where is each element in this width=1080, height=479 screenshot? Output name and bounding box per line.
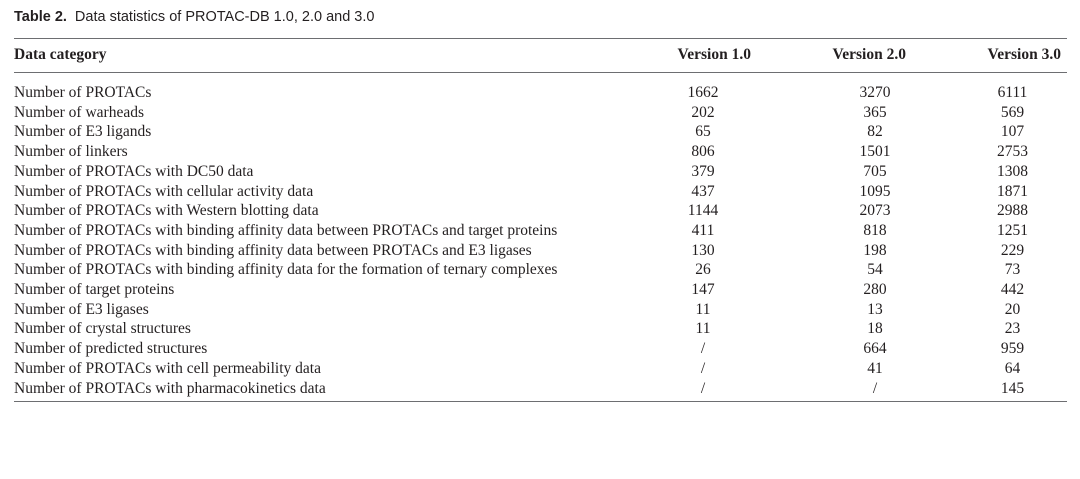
row-version-1-value: 1662 [687,84,719,101]
table-row [14,280,1067,300]
row-version-3-value: 23 [1004,320,1021,338]
row-version-2-value: 280 [863,281,887,299]
row-version-1-value: / [700,340,706,358]
row-version-1-value: 379 [691,162,715,180]
table-row [14,339,1067,359]
table-row [14,300,1067,320]
header-version-3: Version 3.0 [987,46,1061,63]
row-category: Number of PROTACs with binding affinity data between PROTACs and target proteins [14,221,558,239]
row-version-2-value: / [872,379,878,397]
row-version-1-value: / [700,359,706,377]
row-version-3-value: 20 [1004,300,1021,318]
row-version-3-value: 2753 [997,143,1028,161]
row-version-2-value: 365 [863,103,887,121]
row-version-1-value: 437 [691,182,715,200]
header-version-2: Version 2.0 [832,46,906,63]
row-version-3-value: 959 [1000,340,1025,358]
table-row [14,201,1067,221]
row-version-2-value: 18 [867,320,883,338]
row-version-3-value: 6111 [997,84,1028,101]
table-row [14,73,1067,103]
row-version-3-value: 229 [1000,241,1025,259]
data-statistics-table [14,39,1067,72]
row-version-3-value: 1251 [997,221,1028,239]
table-row [14,379,1067,402]
row-category: Number of PROTACs with Western blotting data [14,202,319,220]
table-caption-title: Data statistics of PROTAC-DB 1.0, 2.0 and 3.0 [74,9,375,25]
row-version-2-value: 705 [863,162,887,180]
row-version-1-value: 11 [695,320,711,338]
row-category: Number of linkers [14,143,128,161]
row-category: Number of crystal structures [14,320,191,338]
row-version-2-value: 82 [867,123,883,141]
row-category: Number of PROTACs with binding affinity data for the formation of ternary complexes [14,261,558,279]
row-version-3-value: 107 [1000,123,1025,141]
table-header [14,39,1067,72]
header-data-category: Data category [14,46,107,63]
row-version-2-value: 818 [863,221,887,239]
row-version-3-value: 1871 [997,182,1028,200]
table-row [14,182,1067,202]
row-version-3-value: 442 [1000,281,1025,299]
data-statistics-table-body [14,73,1067,401]
row-version-1-value: 202 [691,103,715,121]
row-version-2-value: 2073 [859,202,891,220]
table-row [14,260,1067,280]
header-version-1: Version 1.0 [677,46,751,63]
table-row [14,221,1067,241]
row-version-3-value: 73 [1004,261,1021,279]
row-version-2-value: 3270 [859,84,891,101]
row-category: Number of PROTACs with pharmacokinetics data [14,379,326,397]
row-version-2-value: 41 [867,359,883,377]
row-category: Number of target proteins [14,281,175,299]
table-row [14,162,1067,182]
row-version-2-value: 1095 [859,182,891,200]
table-row [14,142,1067,162]
row-category: Number of E3 ligands [14,123,152,141]
row-category: Number of predicted structures [14,340,208,358]
row-category: Number of PROTACs with binding affinity data between PROTACs and E3 ligases [14,241,532,259]
row-version-2-value: 13 [867,300,883,318]
row-version-1-value: 11 [695,300,711,318]
bottom-rule [14,401,1067,402]
header-row [14,39,1067,72]
table-body [14,73,1067,401]
row-version-1-value: 1144 [687,202,719,220]
row-version-2-value: 54 [867,261,883,279]
row-version-2-value: 1501 [859,143,891,161]
row-category: Number of PROTACs with cell permeability data [14,359,321,377]
row-category: Number of PROTACs [14,84,152,101]
row-version-1-value: 147 [691,281,715,299]
row-version-1-value: 806 [691,143,715,161]
row-version-2-value: 664 [863,340,887,358]
row-category: Number of warheads [14,103,144,121]
row-version-1-value: 411 [691,221,715,239]
table-row [14,241,1067,261]
row-category: Number of PROTACs with DC50 data [14,162,254,180]
row-version-3-value: 1308 [997,162,1028,180]
row-version-1-value: 26 [695,261,711,279]
table-row [14,103,1067,123]
row-version-3-value: 145 [1000,379,1025,397]
row-category: Number of PROTACs with cellular activity data [14,182,314,200]
row-category: Number of E3 ligases [14,300,149,318]
data-statistics-table-container [14,38,1067,402]
table-row [14,122,1067,142]
table-row [14,319,1067,339]
row-version-3-value: 2988 [997,202,1028,220]
table-row [14,359,1067,379]
row-version-1-value: / [700,379,706,397]
row-version-1-value: 130 [691,241,715,259]
row-version-1-value: 65 [695,123,711,141]
table-caption-label: Table 2. [14,9,67,25]
row-version-3-value: 569 [1000,103,1025,121]
row-version-3-value: 64 [1004,359,1021,377]
row-version-2-value: 198 [863,241,887,259]
table-caption [14,9,374,25]
